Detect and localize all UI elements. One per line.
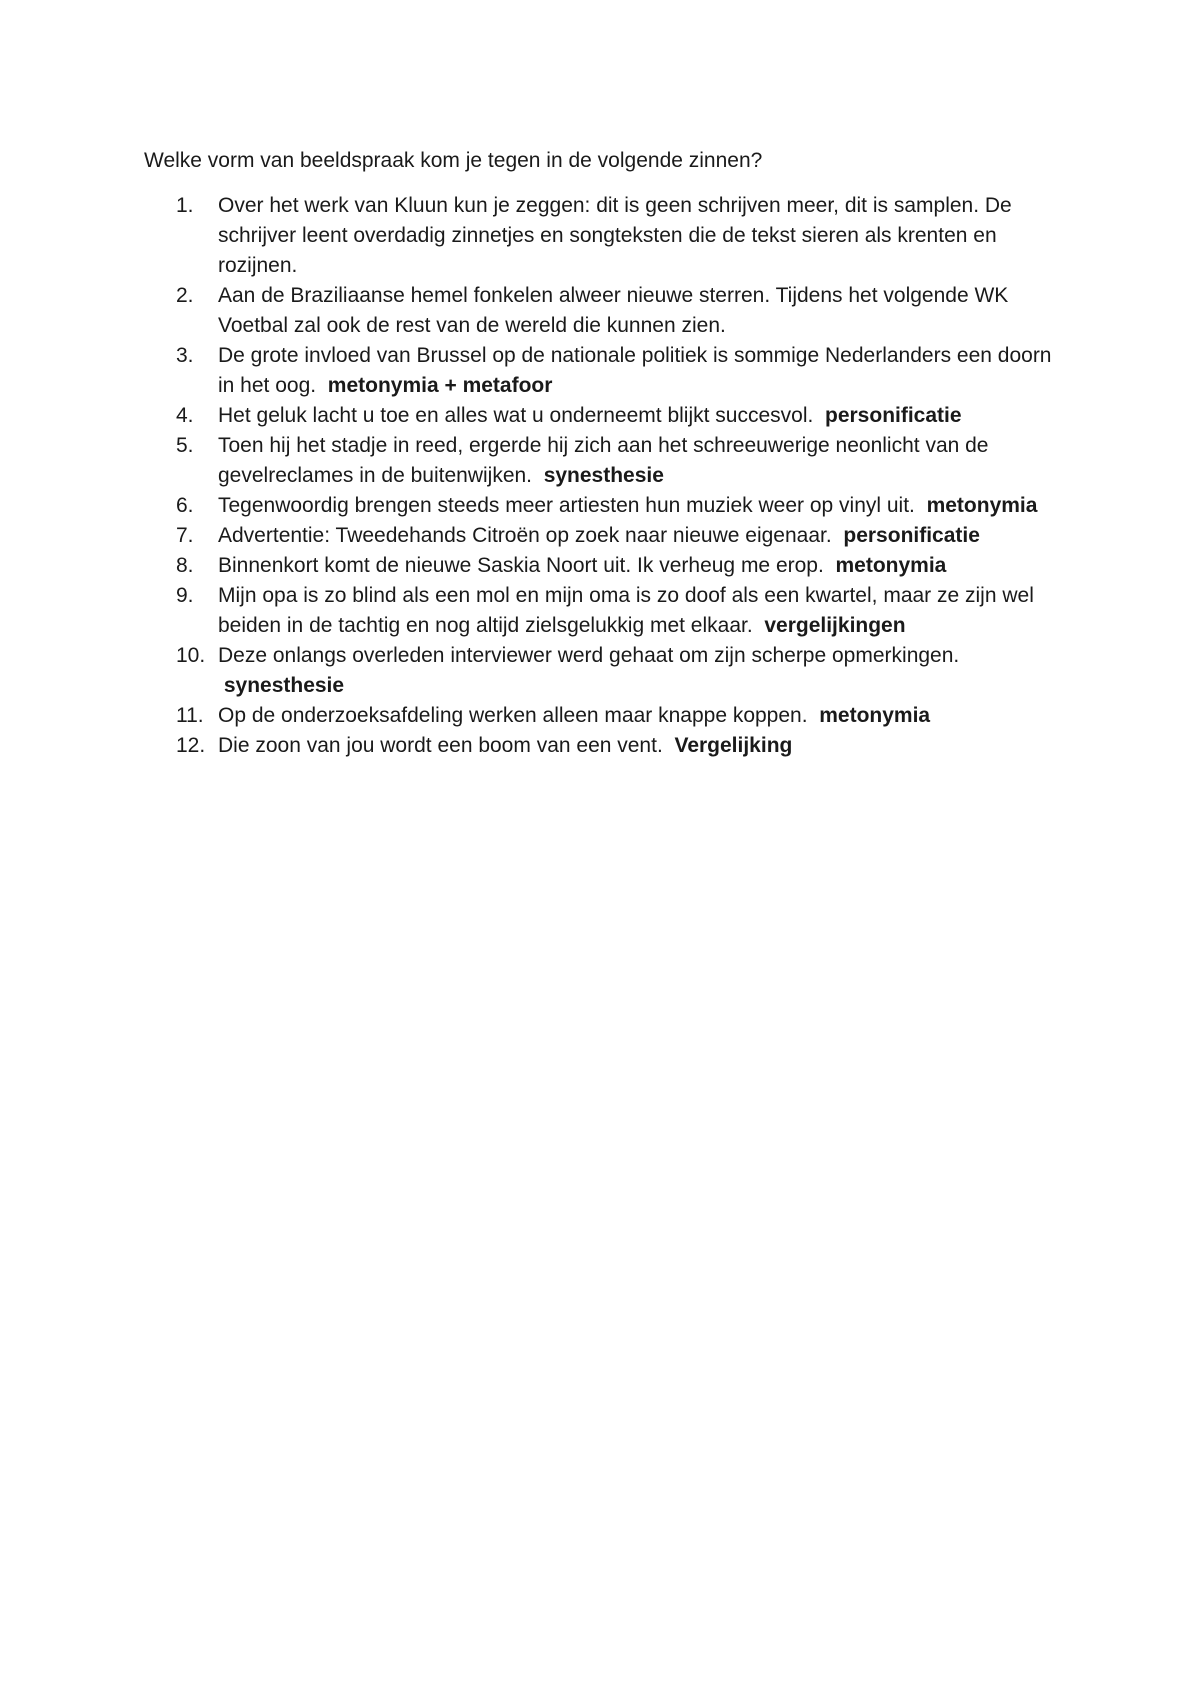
list-item	[144, 581, 1064, 641]
item-text: Op de onderzoeksafdeling werken alleen maar knappe koppen.	[218, 704, 808, 727]
item-answer: metonymia	[829, 554, 947, 577]
item-answer: metonymia + metafoor	[321, 374, 553, 397]
list-item	[144, 191, 1064, 281]
item-number: 11.	[176, 704, 204, 727]
item-answer: metonymia	[920, 494, 1038, 517]
item-number: 12.	[176, 734, 206, 757]
item-number: 7.	[176, 524, 194, 547]
list-item	[144, 281, 1064, 341]
list-item	[144, 431, 1064, 491]
item-text: Deze onlangs overleden interviewer werd gehaat om zijn scherpe opmerkingen.	[218, 644, 960, 667]
list-item	[144, 341, 1064, 401]
item-text: Die zoon van jou wordt een boom van een vent.	[218, 734, 663, 757]
item-number: 1.	[176, 194, 194, 217]
item-answer: metonymia	[813, 704, 931, 727]
item-text: Over het werk van Kluun kun je zeggen: dit is geen schrijven meer, dit is samplen. De schrijver leent overdadig zinnetjes en songteksten die de tekst sieren als krenten en rozijnen.	[218, 194, 1012, 277]
item-text: Mijn opa is zo blind als een mol en mijn oma is zo doof als een kwartel, maar ze zijn wel beiden in de tachtig en nog altijd zielsgelukkig met elkaar.	[218, 584, 1034, 637]
item-answer: personificatie	[819, 404, 962, 427]
sentence-list	[144, 191, 1064, 761]
list-item	[144, 521, 1064, 551]
list-item	[144, 731, 1064, 761]
item-number: 5.	[176, 434, 194, 457]
list-item	[144, 491, 1064, 521]
list-item	[144, 641, 1064, 701]
question-heading: Welke vorm van beeldspraak kom je tegen in de volgende zinnen?	[144, 149, 763, 172]
list-item	[144, 551, 1064, 581]
item-number: 6.	[176, 494, 194, 517]
item-text: Aan de Braziliaanse hemel fonkelen alweer nieuwe sterren. Tijdens het volgende WK Voetbal zal ook de rest van de wereld die kunnen zien.	[218, 284, 1009, 337]
item-number: 10.	[176, 644, 206, 667]
item-answer: Vergelijking	[668, 734, 793, 757]
item-text: Advertentie: Tweedehands Citroën op zoek naar nieuwe eigenaar.	[218, 524, 832, 547]
item-text: Binnenkort komt de nieuwe Saskia Noort uit. Ik verheug me erop.	[218, 554, 824, 577]
item-text: Het geluk lacht u toe en alles wat u onderneemt blijkt succesvol.	[218, 404, 814, 427]
item-answer: vergelijkingen	[758, 614, 906, 637]
list-item	[144, 701, 1064, 731]
item-number: 3.	[176, 344, 194, 367]
item-answer: synesthesie	[537, 464, 664, 487]
item-text: Toen hij het stadje in reed, ergerde hij zich aan het schreeuwerige neonlicht van de gevelreclames in de buitenwijken.	[218, 434, 989, 487]
item-number: 8.	[176, 554, 194, 577]
item-answer: synesthesie	[218, 674, 345, 697]
item-number: 2.	[176, 284, 194, 307]
list-item	[144, 401, 1064, 431]
item-text: De grote invloed van Brussel op de nationale politiek is sommige Nederlanders een doorn in het oog.	[218, 344, 1052, 397]
item-number: 9.	[176, 584, 194, 607]
item-number: 4.	[176, 404, 194, 427]
item-answer: personificatie	[837, 524, 980, 547]
item-text: Tegenwoordig brengen steeds meer artiesten hun muziek weer op vinyl uit.	[218, 494, 915, 517]
